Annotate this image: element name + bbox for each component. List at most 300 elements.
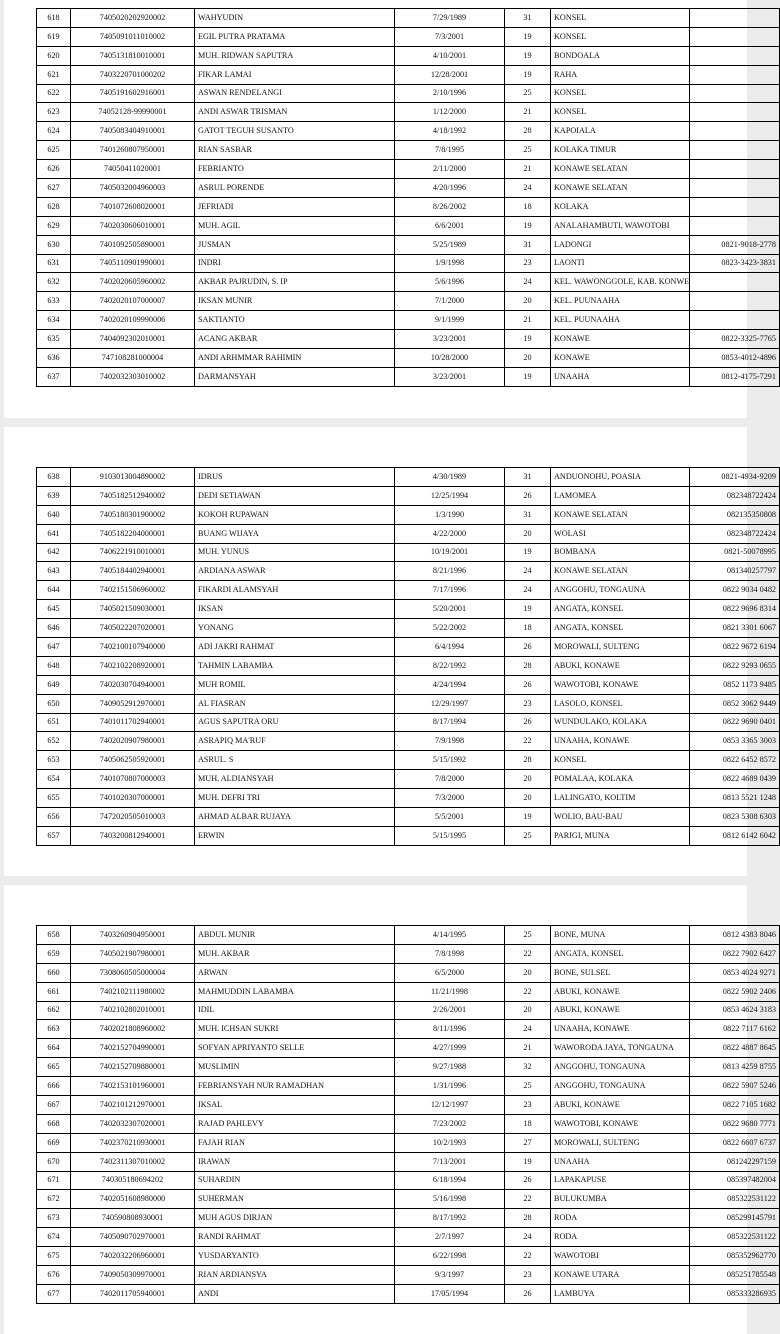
- phone-number-cell: 0812 4383 8046: [690, 926, 780, 945]
- id-number-cell: 7402032307020001: [71, 1114, 195, 1133]
- birth-date-cell: 8/11/1996: [395, 1020, 505, 1039]
- id-number-cell: 7402032303010002: [71, 367, 195, 386]
- table-row: [37, 367, 780, 386]
- age-cell: 22: [505, 1247, 551, 1266]
- document-page-1: [4, 0, 776, 418]
- table-row: [37, 1171, 780, 1190]
- row-number-cell: 629: [37, 216, 71, 235]
- phone-number-cell: 082135350808: [690, 505, 780, 524]
- table-row: [37, 1190, 780, 1209]
- full-name-cell: ERWIN: [195, 826, 395, 845]
- id-number-cell: 7404092302010001: [71, 330, 195, 349]
- age-cell: 24: [505, 581, 551, 600]
- full-name-cell: JUSMAN: [195, 235, 395, 254]
- table-row: [37, 486, 780, 505]
- full-name-cell: YONANG: [195, 619, 395, 638]
- full-name-cell: MAHMUDDIN LABAMBA: [195, 982, 395, 1001]
- birth-date-cell: 17/05/1994: [395, 1284, 505, 1303]
- full-name-cell: ABDUL MUNIR: [195, 926, 395, 945]
- id-number-cell: 7405131810010001: [71, 46, 195, 65]
- phone-number-cell: 0822 5907 5246: [690, 1077, 780, 1096]
- id-number-cell: 7308060505000004: [71, 963, 195, 982]
- phone-number-cell: 085333286935: [690, 1284, 780, 1303]
- id-number-cell: 7405083404910001: [71, 122, 195, 141]
- id-number-cell: 7402020907980001: [71, 732, 195, 751]
- birth-date-cell: 5/5/2001: [395, 808, 505, 827]
- phone-number-cell: 0813 4259 8755: [690, 1058, 780, 1077]
- address-cell: KONAWE UTARA: [551, 1266, 690, 1285]
- table-body: [37, 9, 780, 387]
- table-row: [37, 311, 780, 330]
- id-number-cell: 7405022207020001: [71, 619, 195, 638]
- id-number-cell: 7405062505920001: [71, 751, 195, 770]
- address-cell: WAWORODA JAYA, TONGAUNA: [551, 1039, 690, 1058]
- birth-date-cell: 2/26/2001: [395, 1001, 505, 1020]
- row-number-cell: 618: [37, 9, 71, 28]
- address-cell: ABUKI, KONAWE: [551, 1096, 690, 1115]
- full-name-cell: FIKARDI ALAMSYAH: [195, 581, 395, 600]
- table-row: [37, 235, 780, 254]
- address-cell: KONSEL: [551, 84, 690, 103]
- age-cell: 26: [505, 1171, 551, 1190]
- address-cell: MOROWALI, SULTENG: [551, 638, 690, 657]
- age-cell: 26: [505, 1284, 551, 1303]
- row-number-cell: 625: [37, 141, 71, 160]
- address-cell: ANGATA, KONSEL: [551, 600, 690, 619]
- id-number-cell: 7405020202920002: [71, 9, 195, 28]
- table-row: [37, 46, 780, 65]
- id-number-cell: 9103013004890002: [71, 468, 195, 487]
- row-number-cell: 660: [37, 963, 71, 982]
- address-cell: ANGATA, KONSEL: [551, 944, 690, 963]
- row-number-cell: 646: [37, 619, 71, 638]
- full-name-cell: FAJAH RIAN: [195, 1133, 395, 1152]
- age-cell: 27: [505, 1133, 551, 1152]
- table-row: [37, 273, 780, 292]
- full-name-cell: AKBAR PAJRUDIN, S. IP: [195, 273, 395, 292]
- table-row: [37, 349, 780, 368]
- row-number-cell: 667: [37, 1096, 71, 1115]
- full-name-cell: FEBRIANSYAH NUR RAMADHAN: [195, 1077, 395, 1096]
- full-name-cell: GATOT TEGUH SUSANTO: [195, 122, 395, 141]
- full-name-cell: KOKOH RUPAWAN: [195, 505, 395, 524]
- full-name-cell: ASRUL. S: [195, 751, 395, 770]
- full-name-cell: ANDI: [195, 1284, 395, 1303]
- age-cell: 22: [505, 982, 551, 1001]
- row-number-cell: 655: [37, 789, 71, 808]
- id-number-cell: 7402051608980000: [71, 1190, 195, 1209]
- address-cell: RODA: [551, 1209, 690, 1228]
- address-cell: LALINGATO, KOLTIM: [551, 789, 690, 808]
- address-cell: ANDUONOHU, POASIA: [551, 468, 690, 487]
- address-cell: LAMOMEA: [551, 486, 690, 505]
- address-cell: KONAWE SELATAN: [551, 562, 690, 581]
- age-cell: 26: [505, 713, 551, 732]
- table-row: [37, 122, 780, 141]
- age-cell: 23: [505, 254, 551, 273]
- full-name-cell: IKSAN MUNIR: [195, 292, 395, 311]
- full-name-cell: IKSAN: [195, 600, 395, 619]
- age-cell: 28: [505, 751, 551, 770]
- birth-date-cell: 5/15/1992: [395, 751, 505, 770]
- age-cell: 28: [505, 656, 551, 675]
- age-cell: 24: [505, 179, 551, 198]
- age-cell: 20: [505, 963, 551, 982]
- address-cell: UNAAHA, KONAWE: [551, 732, 690, 751]
- row-number-cell: 654: [37, 770, 71, 789]
- id-number-cell: 74052128-99990001: [71, 103, 195, 122]
- table-row: [37, 1020, 780, 1039]
- row-number-cell: 675: [37, 1247, 71, 1266]
- address-cell: KONSEL: [551, 751, 690, 770]
- row-number-cell: 652: [37, 732, 71, 751]
- table-row: [37, 600, 780, 619]
- birth-date-cell: 12/29/1997: [395, 694, 505, 713]
- row-number-cell: 623: [37, 103, 71, 122]
- table-row: [37, 694, 780, 713]
- full-name-cell: ASRUL PORENDE: [195, 179, 395, 198]
- phone-number-cell: 085322531122: [690, 1228, 780, 1247]
- participant-table-3: [36, 925, 780, 1304]
- address-cell: RAHA: [551, 65, 690, 84]
- birth-date-cell: 6/4/1994: [395, 638, 505, 657]
- full-name-cell: JEFRIADI: [195, 197, 395, 216]
- row-number-cell: 620: [37, 46, 71, 65]
- birth-date-cell: 4/30/1989: [395, 468, 505, 487]
- full-name-cell: SUHERMAN: [195, 1190, 395, 1209]
- id-number-cell: 7405090702970001: [71, 1228, 195, 1247]
- address-cell: KEL. PUUNAAHA: [551, 311, 690, 330]
- age-cell: 22: [505, 732, 551, 751]
- phone-number-cell: [690, 65, 780, 84]
- full-name-cell: DEDI SETIAWAN: [195, 486, 395, 505]
- birth-date-cell: 4/27/1999: [395, 1039, 505, 1058]
- phone-number-cell: [690, 292, 780, 311]
- full-name-cell: SUHARDIN: [195, 1171, 395, 1190]
- age-cell: 24: [505, 1228, 551, 1247]
- address-cell: PARIGI, MUNA: [551, 826, 690, 845]
- address-cell: ABUKI, KONAWE: [551, 656, 690, 675]
- age-cell: 20: [505, 789, 551, 808]
- age-cell: 19: [505, 330, 551, 349]
- full-name-cell: RIAN SASBAR: [195, 141, 395, 160]
- row-number-cell: 636: [37, 349, 71, 368]
- table-row: [37, 524, 780, 543]
- id-number-cell: 7403220701000202: [71, 65, 195, 84]
- row-number-cell: 638: [37, 468, 71, 487]
- id-number-cell: 7402020109990006: [71, 311, 195, 330]
- row-number-cell: 628: [37, 197, 71, 216]
- table-row: [37, 543, 780, 562]
- birth-date-cell: 7/8/2000: [395, 770, 505, 789]
- full-name-cell: MUH. DEFRI TRI: [195, 789, 395, 808]
- full-name-cell: FIKAR LAMAI: [195, 65, 395, 84]
- row-number-cell: 639: [37, 486, 71, 505]
- address-cell: LAPAKAPUSE: [551, 1171, 690, 1190]
- id-number-cell: 740305180694202: [71, 1171, 195, 1190]
- full-name-cell: ARDIANA ASWAR: [195, 562, 395, 581]
- row-number-cell: 663: [37, 1020, 71, 1039]
- id-number-cell: 7402030704940001: [71, 675, 195, 694]
- table-row: [37, 963, 780, 982]
- full-name-cell: SOFYAN APRIYANTO SELLE: [195, 1039, 395, 1058]
- address-cell: WAWOTOBI: [551, 1247, 690, 1266]
- birth-date-cell: 7/29/1989: [395, 9, 505, 28]
- phone-number-cell: 085352962770: [690, 1247, 780, 1266]
- table-row: [37, 1152, 780, 1171]
- birth-date-cell: 8/21/1996: [395, 562, 505, 581]
- id-number-cell: 7402030606010001: [71, 216, 195, 235]
- birth-date-cell: 3/23/2001: [395, 367, 505, 386]
- id-number-cell: 7405180301900002: [71, 505, 195, 524]
- age-cell: 20: [505, 349, 551, 368]
- address-cell: LADONGI: [551, 235, 690, 254]
- document-page-3: [4, 885, 776, 1334]
- phone-number-cell: 0822 4689 0439: [690, 770, 780, 789]
- phone-number-cell: 085251785548: [690, 1266, 780, 1285]
- phone-number-cell: 0822-3325-7765: [690, 330, 780, 349]
- phone-number-cell: [690, 311, 780, 330]
- full-name-cell: MUH. AGIL: [195, 216, 395, 235]
- birth-date-cell: 5/22/2002: [395, 619, 505, 638]
- phone-number-cell: 0822 9034 0482: [690, 581, 780, 600]
- id-number-cell: 7405182204000001: [71, 524, 195, 543]
- birth-date-cell: 2/7/1997: [395, 1228, 505, 1247]
- phone-number-cell: 0822 7105 1682: [690, 1096, 780, 1115]
- age-cell: 18: [505, 1114, 551, 1133]
- table-row: [37, 468, 780, 487]
- age-cell: 25: [505, 141, 551, 160]
- full-name-cell: RANDI RAHMAT: [195, 1228, 395, 1247]
- birth-date-cell: 9/1/1999: [395, 311, 505, 330]
- full-name-cell: ASRAPIQ MA'RUF: [195, 732, 395, 751]
- phone-number-cell: 0821-50078995: [690, 543, 780, 562]
- birth-date-cell: 12/28/2001: [395, 65, 505, 84]
- age-cell: 22: [505, 1190, 551, 1209]
- table-row: [37, 1209, 780, 1228]
- id-number-cell: 7402102208920001: [71, 656, 195, 675]
- row-number-cell: 658: [37, 926, 71, 945]
- id-number-cell: 7402370210930001: [71, 1133, 195, 1152]
- row-number-cell: 670: [37, 1152, 71, 1171]
- phone-number-cell: 0822 9680 7771: [690, 1114, 780, 1133]
- birth-date-cell: 1/9/1998: [395, 254, 505, 273]
- phone-number-cell: [690, 141, 780, 160]
- age-cell: 25: [505, 1077, 551, 1096]
- age-cell: 23: [505, 694, 551, 713]
- id-number-cell: 7402152709880001: [71, 1058, 195, 1077]
- id-number-cell: 7405021509030001: [71, 600, 195, 619]
- phone-number-cell: 081340257797: [690, 562, 780, 581]
- full-name-cell: RIAN ARDIANSYA: [195, 1266, 395, 1285]
- age-cell: 19: [505, 600, 551, 619]
- full-name-cell: DARMANSYAH: [195, 367, 395, 386]
- age-cell: 21: [505, 103, 551, 122]
- id-number-cell: 7402032206960001: [71, 1247, 195, 1266]
- birth-date-cell: 4/24/1994: [395, 675, 505, 694]
- age-cell: 28: [505, 122, 551, 141]
- birth-date-cell: 1/12/2000: [395, 103, 505, 122]
- row-number-cell: 643: [37, 562, 71, 581]
- table-row: [37, 179, 780, 198]
- phone-number-cell: 0852 3062 9449: [690, 694, 780, 713]
- age-cell: 19: [505, 808, 551, 827]
- address-cell: UNAAHA, KONAWE: [551, 1020, 690, 1039]
- birth-date-cell: 9/27/1988: [395, 1058, 505, 1077]
- table-row: [37, 1096, 780, 1115]
- row-number-cell: 645: [37, 600, 71, 619]
- age-cell: 24: [505, 273, 551, 292]
- birth-date-cell: 10/28/2000: [395, 349, 505, 368]
- table-row: [37, 789, 780, 808]
- row-number-cell: 662: [37, 1001, 71, 1020]
- birth-date-cell: 1/31/1996: [395, 1077, 505, 1096]
- table-body: [37, 468, 780, 846]
- birth-date-cell: 4/10/2001: [395, 46, 505, 65]
- birth-date-cell: 7/17/1996: [395, 581, 505, 600]
- full-name-cell: AL FIASRAN: [195, 694, 395, 713]
- phone-number-cell: 0853 4624 3183: [690, 1001, 780, 1020]
- full-name-cell: YUSDARYANTO: [195, 1247, 395, 1266]
- id-number-cell: 7403200812940001: [71, 826, 195, 845]
- age-cell: 19: [505, 216, 551, 235]
- address-cell: KONSEL: [551, 9, 690, 28]
- birth-date-cell: 7/1/2000: [395, 292, 505, 311]
- birth-date-cell: 5/25/1989: [395, 235, 505, 254]
- table-row: [37, 808, 780, 827]
- id-number-cell: 7401070807000003: [71, 770, 195, 789]
- address-cell: WAWOTOBI, KONAWE: [551, 675, 690, 694]
- table-row: [37, 1114, 780, 1133]
- birth-date-cell: 5/16/1998: [395, 1190, 505, 1209]
- age-cell: 19: [505, 367, 551, 386]
- full-name-cell: SAKTIANTO: [195, 311, 395, 330]
- full-name-cell: IKSAL: [195, 1096, 395, 1115]
- age-cell: 25: [505, 826, 551, 845]
- address-cell: UNAAHA: [551, 367, 690, 386]
- id-number-cell: 7402311307010002: [71, 1152, 195, 1171]
- phone-number-cell: [690, 197, 780, 216]
- address-cell: KONAWE SELATAN: [551, 505, 690, 524]
- address-cell: KONSEL: [551, 27, 690, 46]
- birth-date-cell: 7/23/2002: [395, 1114, 505, 1133]
- phone-number-cell: [690, 9, 780, 28]
- table-row: [37, 1077, 780, 1096]
- row-number-cell: 664: [37, 1039, 71, 1058]
- row-number-cell: 619: [37, 27, 71, 46]
- table-row: [37, 292, 780, 311]
- address-cell: LAONTI: [551, 254, 690, 273]
- address-cell: KONAWE: [551, 330, 690, 349]
- full-name-cell: BUANG WIJAYA: [195, 524, 395, 543]
- age-cell: 24: [505, 562, 551, 581]
- row-number-cell: 627: [37, 179, 71, 198]
- phone-number-cell: 0822 6452 8572: [690, 751, 780, 770]
- row-number-cell: 656: [37, 808, 71, 827]
- age-cell: 25: [505, 84, 551, 103]
- birth-date-cell: 11/21/1998: [395, 982, 505, 1001]
- address-cell: ABUKI, KONAWE: [551, 982, 690, 1001]
- address-cell: ANALAHAMBUTI, WAWOTOBI: [551, 216, 690, 235]
- participant-table-1: [36, 8, 780, 387]
- table-row: [37, 84, 780, 103]
- address-cell: KOLAKA: [551, 197, 690, 216]
- table-row: [37, 732, 780, 751]
- phone-number-cell: 0822 7902 6427: [690, 944, 780, 963]
- id-number-cell: 7402153101960001: [71, 1077, 195, 1096]
- full-name-cell: IDIL: [195, 1001, 395, 1020]
- full-name-cell: EGIL PUTRA PRATAMA: [195, 27, 395, 46]
- address-cell: KONAWE SELATAN: [551, 160, 690, 179]
- full-name-cell: IRAWAN: [195, 1152, 395, 1171]
- birth-date-cell: 6/18/1994: [395, 1171, 505, 1190]
- age-cell: 20: [505, 292, 551, 311]
- address-cell: ANGGOHU, TONGAUNA: [551, 1077, 690, 1096]
- phone-number-cell: 0822 7117 6162: [690, 1020, 780, 1039]
- address-cell: BONE, SULSEL: [551, 963, 690, 982]
- full-name-cell: MUH. ICHSAN SUKRI: [195, 1020, 395, 1039]
- phone-number-cell: 082348722424: [690, 524, 780, 543]
- id-number-cell: 7409052912970001: [71, 694, 195, 713]
- table-row: [37, 619, 780, 638]
- id-number-cell: 7402102111980002: [71, 982, 195, 1001]
- birth-date-cell: 8/17/1992: [395, 1209, 505, 1228]
- address-cell: BONDOALA: [551, 46, 690, 65]
- address-cell: BOMBANA: [551, 543, 690, 562]
- age-cell: 22: [505, 944, 551, 963]
- age-cell: 28: [505, 1209, 551, 1228]
- phone-number-cell: [690, 27, 780, 46]
- table-row: [37, 1001, 780, 1020]
- birth-date-cell: 10/19/2001: [395, 543, 505, 562]
- age-cell: 31: [505, 505, 551, 524]
- phone-number-cell: 0822 6607 6737: [690, 1133, 780, 1152]
- full-name-cell: IDRUS: [195, 468, 395, 487]
- address-cell: WUNDULAKO, KOLAKA: [551, 713, 690, 732]
- phone-number-cell: 085397482004: [690, 1171, 780, 1190]
- table-row: [37, 1133, 780, 1152]
- full-name-cell: FEBRIANTO: [195, 160, 395, 179]
- row-number-cell: 659: [37, 944, 71, 963]
- address-cell: POMALAA, KOLAKA: [551, 770, 690, 789]
- address-cell: KONAWE: [551, 349, 690, 368]
- birth-date-cell: 5/15/1995: [395, 826, 505, 845]
- full-name-cell: MUH ROMIL: [195, 675, 395, 694]
- phone-number-cell: 0812 6142 6042: [690, 826, 780, 845]
- phone-number-cell: 0853-4012-4896: [690, 349, 780, 368]
- phone-number-cell: [690, 160, 780, 179]
- id-number-cell: 7405021907980001: [71, 944, 195, 963]
- full-name-cell: ACANG AKBAR: [195, 330, 395, 349]
- table-row: [37, 330, 780, 349]
- id-number-cell: 7401011702940001: [71, 713, 195, 732]
- birth-date-cell: 5/6/1996: [395, 273, 505, 292]
- table-row: [37, 141, 780, 160]
- id-number-cell: 7402021808960002: [71, 1020, 195, 1039]
- phone-number-cell: 0821-4934-9209: [690, 468, 780, 487]
- address-cell: WAWOTOBI, KONAWE: [551, 1114, 690, 1133]
- row-number-cell: 666: [37, 1077, 71, 1096]
- id-number-cell: 7401092505890001: [71, 235, 195, 254]
- row-number-cell: 671: [37, 1171, 71, 1190]
- table-row: [37, 656, 780, 675]
- table-row: [37, 216, 780, 235]
- full-name-cell: ARWAN: [195, 963, 395, 982]
- full-name-cell: MUH. ALDIANSYAH: [195, 770, 395, 789]
- full-name-cell: RAJAD PAHLEVY: [195, 1114, 395, 1133]
- id-number-cell: 7405110901990001: [71, 254, 195, 273]
- age-cell: 18: [505, 197, 551, 216]
